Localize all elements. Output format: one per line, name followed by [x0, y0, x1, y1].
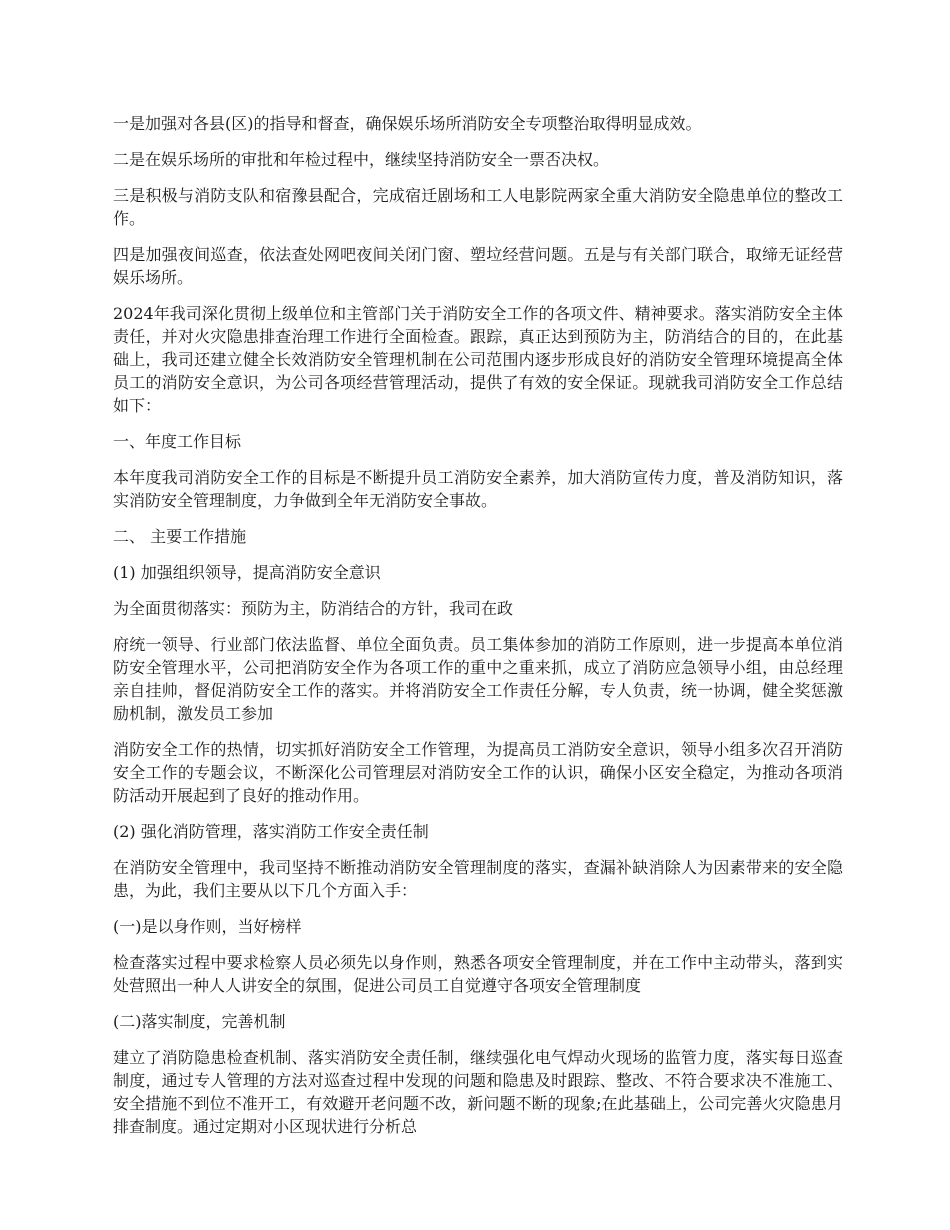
paragraph-1: 一是加强对各县(区)的指导和督查，确保娱乐场所消防安全专项整治取得明显成效。: [113, 114, 702, 133]
document-body: [113, 112, 843, 1151]
paragraph-12: 建立了消防隐患检查机制、落实消防安全责任制，继续强化电气焊动火现场的监管力度，落实每日巡查制度，通过专人管理的方法对巡查过程中发现的问题和隐患及时跟踪、整改、不符合要求决不准施工、安全措施不到位不准开工，有效避开老问题不改，新问题不断的现象;在此基础上，公司完善火灾隐患月排查制度。通过定期对小区现状进行分析总: [113, 1048, 843, 1136]
paragraph-11: 检查落实过程中要求检察人员必须先以身作则，熟悉各项安全管理制度，并在工作中主动带头，落到实处营照出一种人人讲安全的氛围，促进公司员工自觉遵守各项安全管理制度: [113, 953, 843, 995]
paragraph-7: 为全面贯彻落实：预防为主，防消结合的方针，我司在政: [113, 599, 514, 618]
subheading-4: (二)落实制度，完善机制: [113, 1012, 286, 1031]
section-heading-measures: 二、 主要工作措施: [113, 527, 247, 546]
paragraph-2: 二是在娱乐场所的审批和年检过程中，继续坚持消防安全一票否决权。: [113, 150, 610, 169]
subheading-3: (一)是以身作则，当好榜样: [113, 917, 302, 936]
paragraph-3: 三是积极与消防支队和宿豫县配合，完成宿迁剧场和工人电影院两家全重大消防安全隐患单位的整改工作。: [113, 186, 843, 228]
paragraph-9: 消防安全工作的热情，切实抓好消防安全工作管理，为提高员工消防安全意识，领导小组多次召开消防安全工作的专题会议，不断深化公司管理层对消防安全工作的认识，确保小区安全稳定，为推动各项消防活动开展起到了良好的推动作用。: [113, 740, 843, 805]
paragraph-8: 府统一领导、行业部门依法监督、单位全面负责。员工集体参加的消防工作原则，进一步提高本单位消防安全管理水平，公司把消防安全作为各项工作的重中之重来抓，成立了消防应急领导小组，由总经理亲自挂帅，督促消防安全工作的落实。并将消防安全工作责任分解，专人负责，统一协调，健全奖惩激励机制，激发员工参加: [113, 635, 843, 723]
subheading-2: (2) 强化消防管理，落实消防工作安全责任制: [113, 822, 429, 841]
paragraph-6: 本年度我司消防安全工作的目标是不断提升员工消防安全素养，加大消防宣传力度，普及消防知识，落实消防安全管理制度，力争做到全年无消防安全事故。: [113, 468, 843, 510]
paragraph-10: 在消防安全管理中，我司坚持不断推动消防安全管理制度的落实，查漏补缺消除人为因素带来的安全隐患，为此，我们主要从以下几个方面入手：: [113, 858, 843, 900]
paragraph-5: 2024年我司深化贯彻上级单位和主管部门关于消防安全工作的各项文件、精神要求。落实消防安全主体责任，并对火灾隐患排查治理工作进行全面检查。跟踪，真正达到预防为主，防消结合的目的，在此基础上，我司还建立健全长效消防安全管理机制在公司范围内逐步形成良好的消防安全管理环境提高全体员工的消防安全意识，为公司各项经营管理活动，提供了有效的安全保证。现就我司消防安全工作总结如下：: [113, 304, 843, 415]
subheading-1: (1) 加强组织领导，提高消防安全意识: [113, 563, 381, 582]
section-heading-goals: 一、年度工作目标: [113, 432, 242, 451]
paragraph-4: 四是加强夜间巡查，依法查处网吧夜间关闭门窗、塑垃经营问题。五是与有关部门联合，取缔无证经营娱乐场所。: [113, 245, 843, 287]
